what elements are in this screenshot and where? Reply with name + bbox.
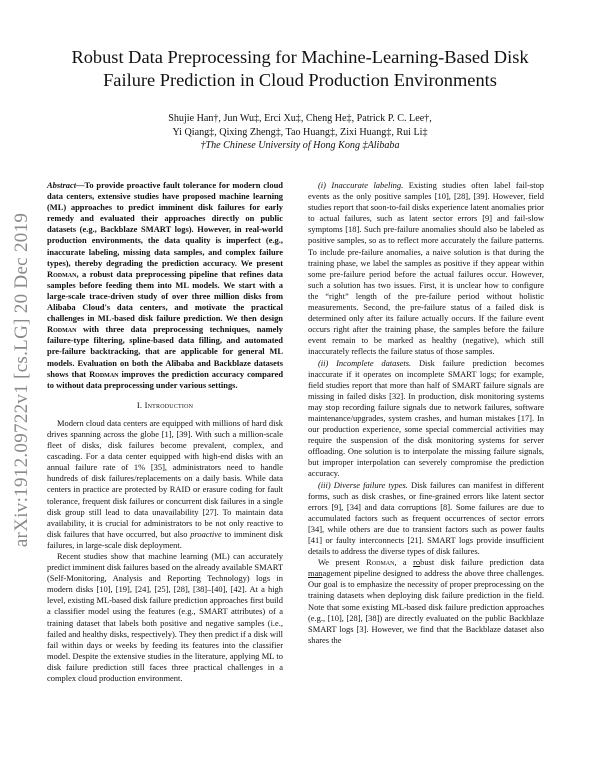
- abstract-text-d: improves the prediction accuracy compared to without data preprocessing under various settings.: [47, 368, 284, 390]
- intro-paragraph-2: Recent studies show that machine learning (ML) can accurately predict imminent disk failures based on the already available SMART (Self-Monitoring, Analysis and Reporting Technology) logs in modern disks [10], [19], [24], [25], [28], [38]–[40], [42]. At a high level, existing ML-based disk failure prediction approaches first build a classifier model using the features (e.g., SMART attributes) of a training dataset that labels both positive and negative samples (i.e., failed and healthy disks, respectively). They then predict if a disk will fail within days or weeks by feeding its features into the classifier model. Despite the extensive studies in the literature, applying ML to disk failure prediction still faces three practical challenges in a complex cloud production environment.: [47, 551, 283, 684]
- intro-p1-emphasis: proactive: [190, 528, 222, 539]
- challenge-inaccurate-labeling: [308, 180, 544, 358]
- challenge-incomplete-datasets: [308, 358, 544, 480]
- author-list: [60, 112, 540, 140]
- title-line-1: Robust Data Preprocessing for Machine-Learning-Based Disk: [71, 47, 529, 67]
- challenge-2-label: (ii) Incomplete datasets.: [318, 357, 412, 368]
- right-column: [308, 180, 544, 646]
- title-line-2: Failure Prediction in Cloud Production Environments: [103, 70, 497, 90]
- challenge-1-label: (i) Inaccurate labeling.: [318, 180, 404, 190]
- challenge-3-text: Disk failures can manifest in different forms, such as disk crashes, or fine-grained errors like latent sector errors [9], [34] and data corruptions [8]. Some failures are due to accumulated factors such as frequent occurrences of sector errors [34], while others are due to transient factors such as power faults [41] or faulty interconnects [21]. SMART logs provide insufficient details to address the diverse types of disk failures.: [308, 479, 544, 557]
- section-heading-introduction: I. Introduction: [136, 399, 194, 410]
- rodman-acronym-man: man: [308, 568, 323, 579]
- authors-line-2: Yi Qiang‡, Qixing Zheng‡, Tao Huang‡, Zixi Huang‡, Rui Li‡: [172, 127, 428, 138]
- rodman-acronym-ro: ro: [413, 557, 421, 568]
- rodman-name: Rodman: [366, 557, 395, 568]
- paper-title: [40, 46, 560, 92]
- affiliations: †The Chinese University of Hong Kong ‡Alibaba: [200, 140, 400, 151]
- rodman-name: Rodman: [89, 368, 119, 379]
- rodman-intro-text-c: bust disk failure prediction data: [420, 557, 544, 568]
- rodman-intro-text-d: agement pipeline designed to address the above three challenges. Our goal is to emphasize the necessity of proper preprocessing on the training datasets when deploying disk failure prediction in the field. Note that some existing ML-based disk failure prediction approaches (e.g., [10], [28], [38]) are directly evaluated on the public Backblaze SMART logs [3]. However, we find that the Backblaze dataset also shares the: [308, 568, 544, 645]
- arxiv-stamp-text: arXiv:1912.09722v1 [cs.LG] 20 Dec 2019: [11, 212, 32, 548]
- intro-p1-text-a: Modern cloud data centers are equipped with millions of hard disk drives spanning across the globe [1], [39]. With such a million-scale fleet of disks, disk failures become prevalent, complex, and cascading. For a data center equipped with high-end disks with an annual failure rate of 1% [35], administrators need to handle hundreds of disk failures/replacements on a daily basis. While data centers in practice are protected by RAID or erasure coding for fault tolerance, frequent disk failures or concurrent disk failures in a single disk group still lead to data unavailability [27]. To maintain data availability, it is crucial for administrators to be not only reactive to disk failures that have occurred, but also: [47, 417, 283, 539]
- left-column: [47, 180, 283, 684]
- abstract-text-a: To provide proactive fault tolerance for modern cloud data centers, extensive studies have proposed machine learning (ML) approaches to predict imminent disk failures for early remedy and evaluated their approaches directly on public datasets (e.g., Backblaze SMART logs). However, in real-world production environments, the data quality is imperfect (e.g., inaccurate labeling, missing data samples, and complex failure types), thereby degrading the prediction accuracy. We present: [47, 180, 283, 268]
- abstract-text-b: , a robust data preprocessing pipeline that refines data samples before feeding them into ML models. We start with a large-scale trace-driven study of over three million disks from Alibaba Cloud's data centers, and motivate the practical challenges in ML-based disk failure prediction. We then design: [47, 268, 283, 324]
- challenge-1-text: Existing studies often label fail-stop events as the only positive samples [10], [28], [39]. However, field studies report that soon-to-fail disks experience latent anomalies prior to actual failures, such as latent sector errors [9] and fail-slow symptoms [18]. Such pre-failure anomalies should also be labeled as positive samples, so as to reflect more accurately the failure patterns. To include pre-failure anomalies, a naive solution is that during the training phase, we label the samples as positive if they appear within some pre-failure period before the actual failures occur. However, such a solution has two issues. First, it is unclear how to configure the “right” length of the pre-failure period without holistic measurements. Second, the pre-failure status of a failed disk is determined only after its failure actually occurs. If the failure event occurs right after the training phase, the samples before the failure event remain to be marked as healthy (negative), which still inaccurately reflects the failure status of those samples.: [308, 180, 545, 357]
- rodman-name: Rodman: [47, 268, 77, 279]
- rodman-intro-text-b: , a: [394, 557, 407, 568]
- challenge-diverse-failure-types: [308, 480, 544, 558]
- rodman-name: Rodman: [47, 324, 77, 335]
- rodman-intro-paragraph: [308, 557, 544, 646]
- arxiv-stamp: [2, 180, 42, 580]
- abstract-text-c: with three data preprocessing techniques, namely failure-type filtering, spline-based data filling, and automated pre-failure backtracking, that are applicable for general ML models. Evaluation on both the Alibaba and Backblaze datasets shows that: [47, 324, 283, 379]
- intro-p1-text-b: to imminent disk failures, in large-scale disk deployment.: [47, 528, 283, 550]
- authors-line-1: Shujie Han†, Jun Wu‡, Erci Xu‡, Cheng He‡, Patrick P. C. Lee†,: [168, 113, 432, 124]
- challenge-2-text: Disk failure prediction becomes inaccurate if it operates on incomplete SMART logs; for example, field studies report that more than half of SMART failure signals are missing in failed disks [32]. In production, disk monitoring systems may stop recording failure signals due to network failures, software maintenance/upgrades, system crashes, and human mistakes [17]. In our production experience, some special commercial activities may require the suspension of the disk monitoring systems for server offloading. One solution is to interpolate the missing failure signals, but improper interpolation can severely compromise the prediction accuracy.: [308, 357, 544, 479]
- abstract: [47, 180, 283, 391]
- rodman-intro-text-a: We present: [318, 557, 360, 568]
- challenge-3-label: (iii) Diverse failure types.: [318, 479, 408, 490]
- abstract-separator: —: [76, 180, 85, 190]
- intro-paragraph-1: [47, 418, 283, 551]
- abstract-label: Abstract: [47, 180, 77, 190]
